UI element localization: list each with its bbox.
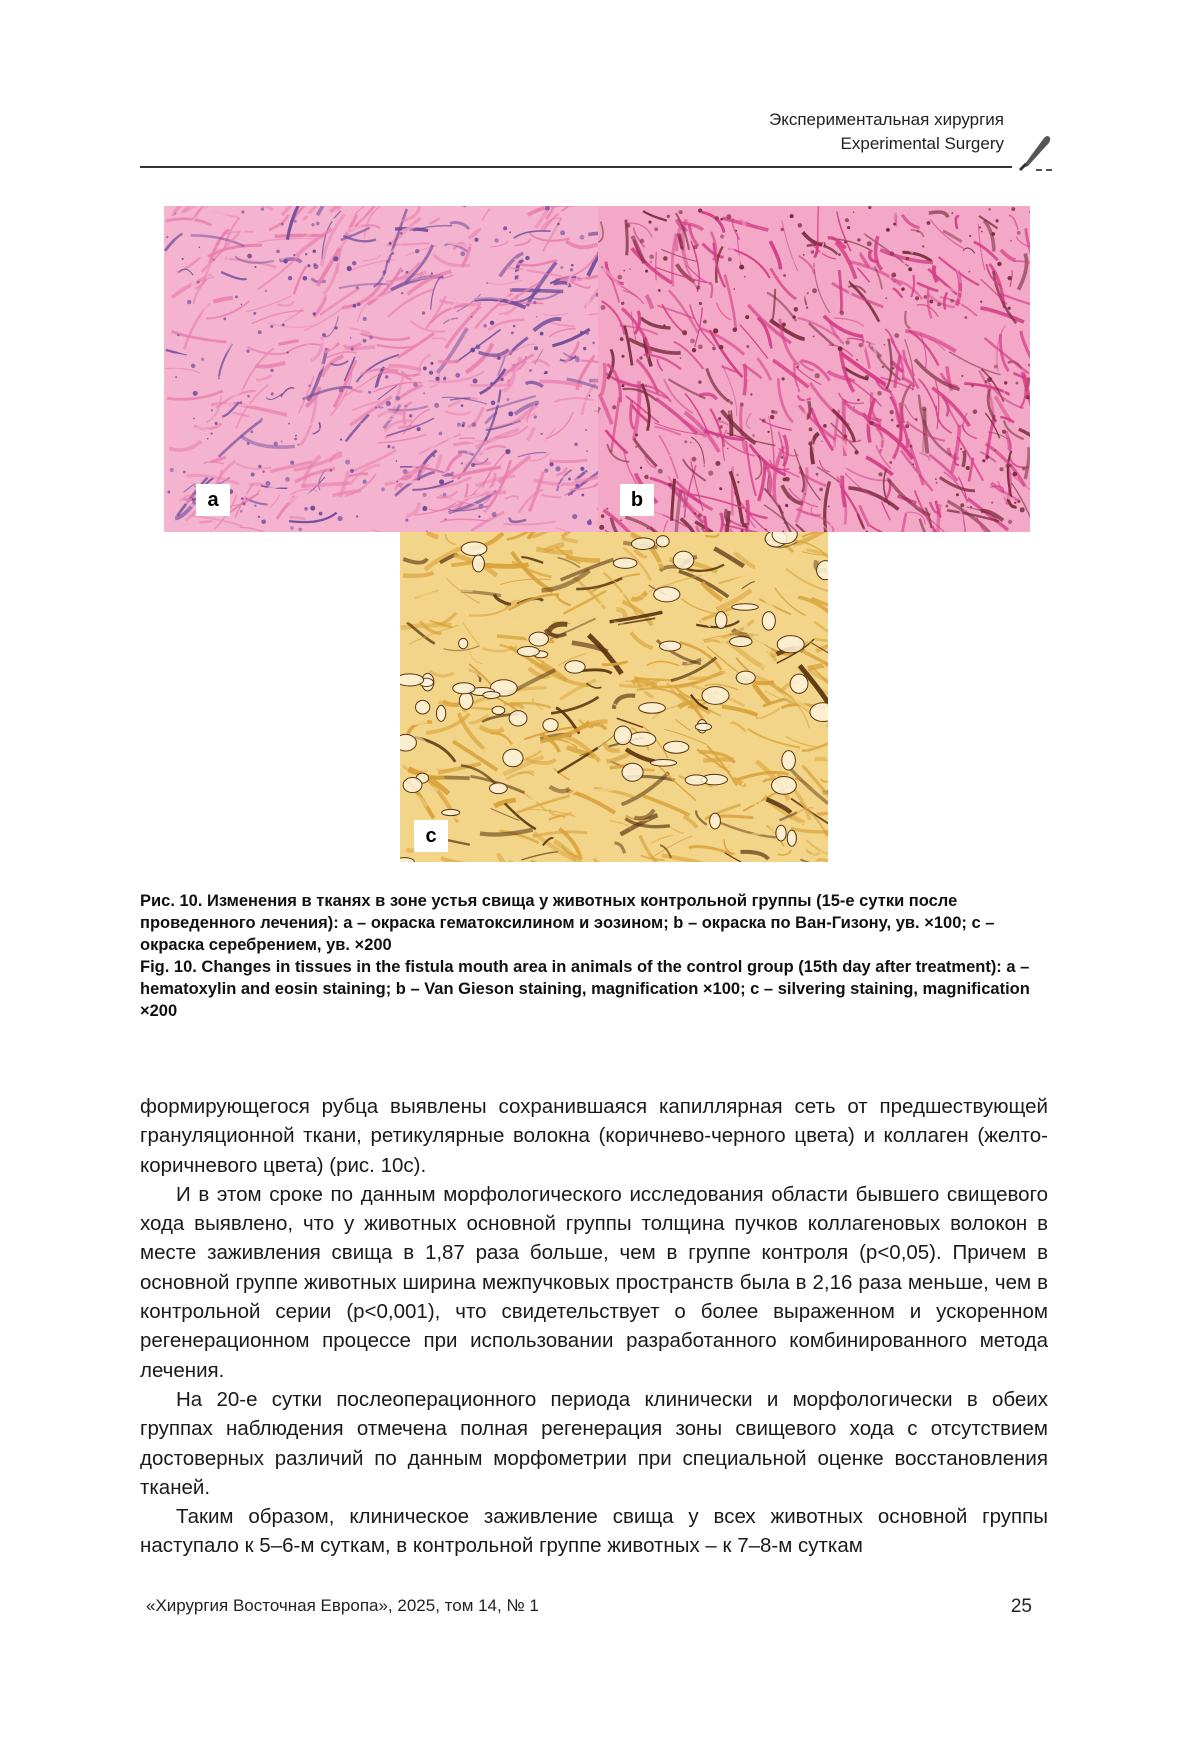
caption-ru: Рис. 10. Изменения в тканях в зоне устья свища у животных контрольной группы (15-е сутки после проведенного лечения): a – окраска гематоксилином и эозином; b – окраска по Ван-Гизону, ув. ×100; c – окраска серебрением, ув. ×200 (140, 892, 995, 954)
micrograph-b-image (598, 206, 1030, 532)
header-title-ru: Экспериментальная хирургия (768, 110, 1004, 129)
micrograph-c-image (400, 532, 828, 862)
scalpel-icon (1018, 132, 1054, 172)
micrograph-b (598, 206, 1030, 532)
journal-citation: «Хирургия Восточная Европа», 2025, том 14, № 1 (146, 1596, 539, 1615)
panel-label-b: b (620, 484, 654, 516)
caption-en: Fig. 10. Changes in tissues in the fistula mouth area in animals of the control group (15th day after treatment): a – hematoxylin and eosin staining; b – Van Gieson staining, magnification ×100; c – silvering staining, magnification ×200 (140, 958, 1030, 1020)
header-rule (140, 166, 1012, 168)
panel-label-a: a (196, 484, 230, 516)
page-number: 25 (1010, 1596, 1032, 1617)
body-paragraph: Таким образом, клиническое заживление свища у всех животных основной группы наступало к 5–6-м суткам, в контрольной группе животных – к 7–8-м суткам (140, 1505, 1048, 1558)
article-body (140, 1092, 1048, 1561)
body-paragraph: И в этом сроке по данным морфологического исследования области бывшего свищевого хода выявлено, что у животных основной группы толщина пучков коллагеновых волокон в месте заживления свища в 1,87 раза больше, чем в группе контроля (p<0,05). Причем в основной группе животных ширина межпучковых пространств была в 2,16 раза меньше, чем в контрольной серии (p<0,001), что свидетельствует о более выраженном и ускоренном регенерационном процессе при использовании разработанного комбинированного метода лечения. (140, 1182, 1048, 1382)
body-paragraph: формирующегося рубца выявлены сохранившаяся капиллярная сеть от предшествующей грануляционной ткани, ретикулярные волокна (коричнево-черного цвета) и коллаген (желто-коричневого цвета) (рис. 10c). (140, 1095, 1048, 1177)
figure-10 (0, 206, 1200, 856)
figure-caption (140, 890, 1040, 1022)
body-paragraph: На 20-е сутки послеоперационного периода клинически и морфологически в обеих группах наблюдения отмечена полная регенерация зоны свищевого хода с отсутствием достоверных различий по данным морфометрии при специальной оценке восстановления тканей. (140, 1387, 1048, 1499)
panel-label-c: c (414, 820, 448, 852)
micrograph-a (164, 206, 598, 532)
running-header (769, 108, 1004, 156)
micrograph-c (400, 532, 828, 862)
header-title-en: Experimental Surgery (840, 134, 1004, 153)
